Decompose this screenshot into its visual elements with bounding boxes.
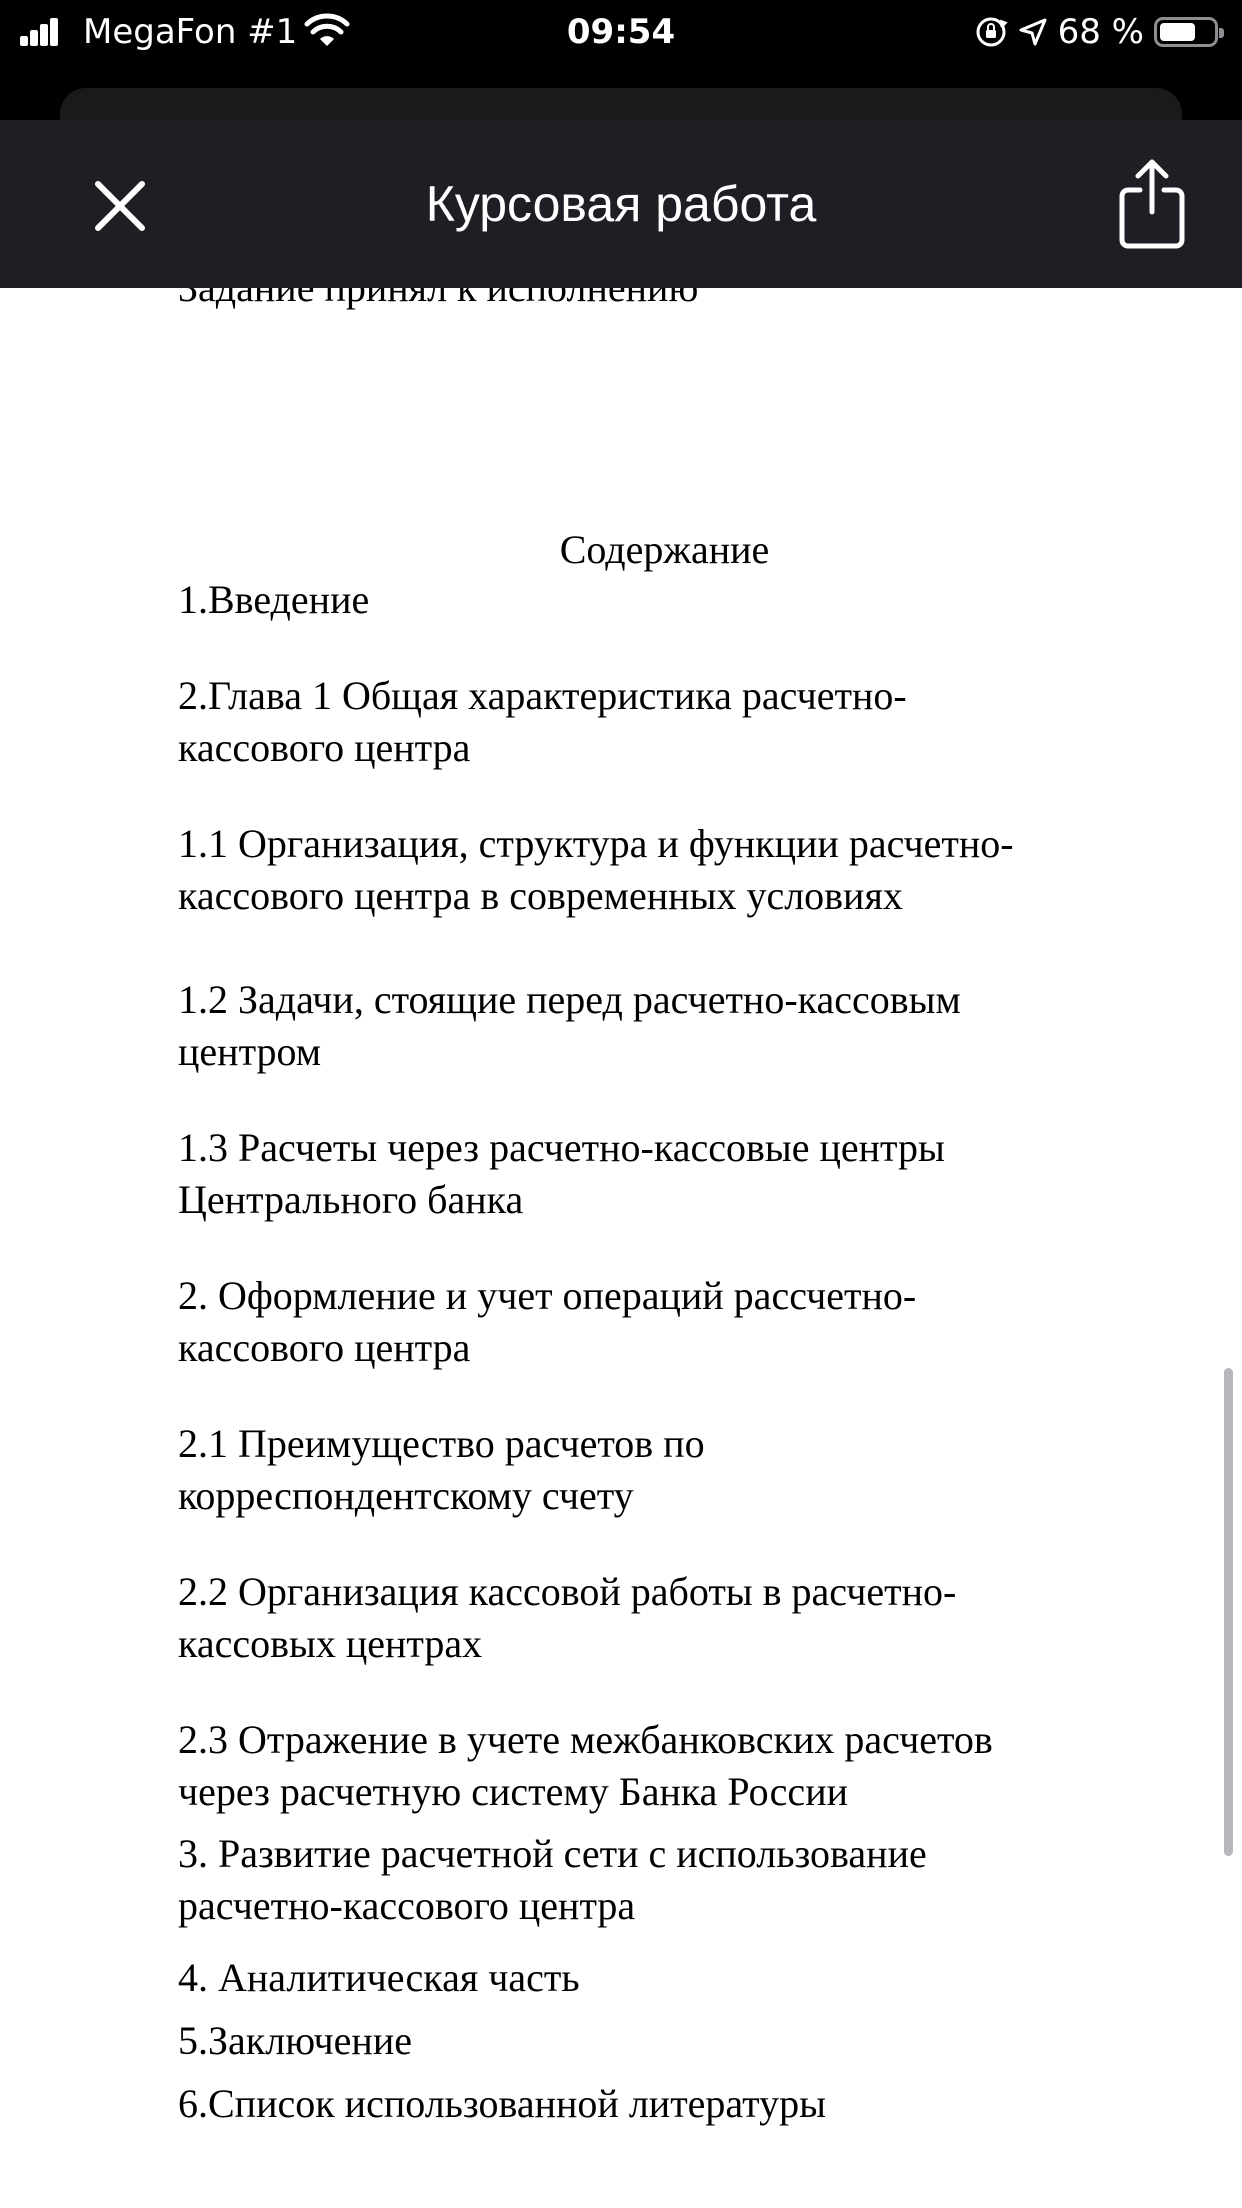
toc-heading: Содержание <box>559 527 770 572</box>
carrier-name: MegaFon #1 <box>83 12 298 52</box>
viewer-header <box>0 120 1242 288</box>
battery-fill <box>1160 23 1195 41</box>
toc-item-line: кассового центра в современных условиях <box>178 873 903 918</box>
toc-item-line: 1.2 Задачи, стоящие перед расчетно-кассовым <box>178 977 961 1022</box>
toc-item-line: центром <box>178 1029 322 1074</box>
share-icon[interactable] <box>1112 156 1192 252</box>
toc-item-line: 5.Заключение <box>178 2018 412 2063</box>
toc-item-line: 1.1 Организация, структура и функции расчетно- <box>178 821 1014 866</box>
document-page[interactable] <box>0 288 1242 2208</box>
toc-item <box>178 1714 1118 1818</box>
toc-item <box>178 1828 1118 1932</box>
document-title: Курсовая работа <box>425 176 817 232</box>
toc-item <box>178 1566 1118 1670</box>
close-icon[interactable] <box>84 170 156 242</box>
toc-item-line: Центрального банка <box>178 1177 524 1222</box>
toc-item-line: 2.3 Отражение в учете межбанковских расчетов <box>178 1717 993 1762</box>
toc-item <box>178 574 1118 626</box>
orientation-lock-icon <box>974 15 1008 49</box>
toc-item-line: 2.2 Организация кассовой работы в расчетно- <box>178 1569 957 1614</box>
toc-item <box>178 974 1118 1078</box>
toc-item <box>178 818 1118 922</box>
battery-percentage: 68 % <box>1057 12 1144 52</box>
toc-item <box>178 1270 1118 1374</box>
location-arrow-icon <box>1018 17 1048 47</box>
toc-item-line: 4. Аналитическая часть <box>178 1955 580 2000</box>
document-viewer-modal <box>0 120 1242 2208</box>
battery-nub <box>1219 28 1224 38</box>
toc-item-line: 3. Развитие расчетной сети с использование <box>178 1831 927 1876</box>
toc-item <box>178 1418 1118 1522</box>
toc-item <box>178 1122 1118 1226</box>
toc-item-line: 2. Оформление и учет операций рассчетно- <box>178 1273 917 1318</box>
right-status-group <box>974 10 1218 54</box>
toc-item-line: кассового центра <box>178 1325 471 1370</box>
toc-item-line: 1.3 Расчеты через расчетно-кассовые центры <box>178 1125 945 1170</box>
toc-item <box>178 2015 1118 2067</box>
toc-item-line: 2.1 Преимущество расчетов по <box>178 1421 705 1466</box>
toc-item-line: расчетно-кассового центра <box>178 1883 636 1928</box>
status-bar <box>0 0 1242 64</box>
clock: 09:54 <box>566 12 676 52</box>
toc-item-line: 1.Введение <box>178 577 370 622</box>
toc-item-line: через расчетную систему Банка России <box>178 1769 848 1814</box>
toc-item <box>178 2078 1118 2130</box>
toc-item <box>178 1952 1118 2004</box>
toc-item-line: 2.Глава 1 Общая характеристика расчетно- <box>178 673 907 718</box>
toc-item-line: корреспондентскому счету <box>178 1473 634 1518</box>
toc-item-line: 6.Список использованной литературы <box>178 2081 826 2126</box>
battery-icon <box>1154 17 1218 47</box>
toc-item-line: кассовых центрах <box>178 1621 483 1666</box>
toc-item-line: кассового центра <box>178 725 471 770</box>
scrollbar[interactable] <box>1224 1368 1233 1856</box>
toc-item <box>178 670 1118 774</box>
